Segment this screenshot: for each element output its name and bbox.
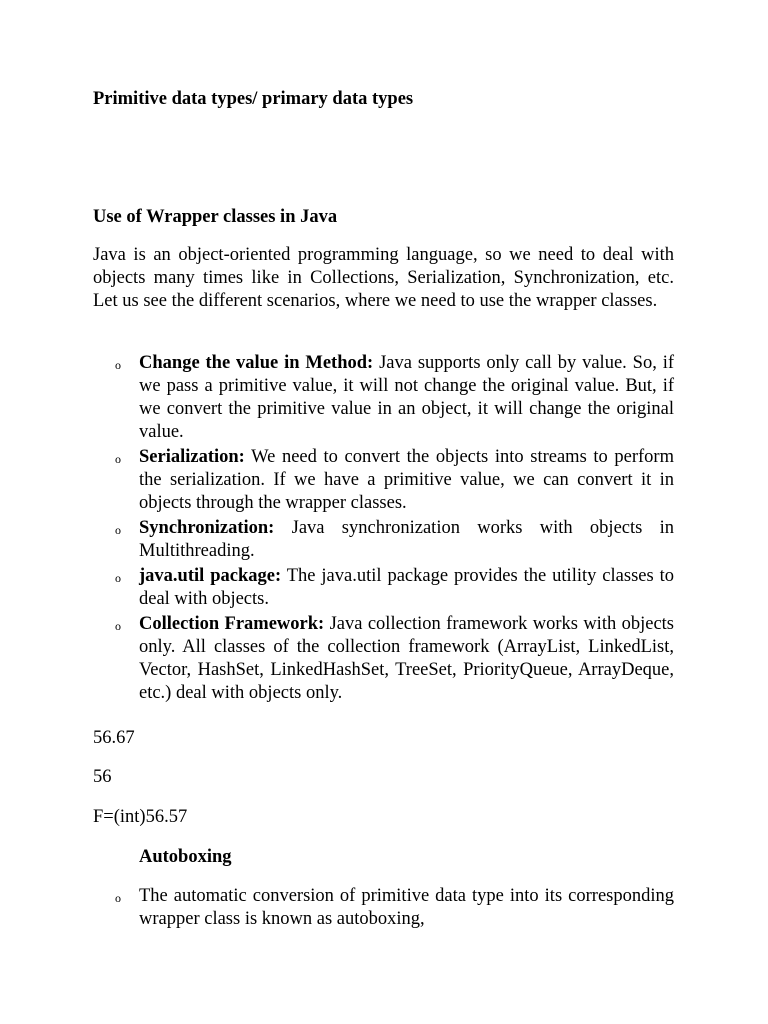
autoboxing-text: The automatic conversion of primitive data type into its corresponding wrapper class is known as autoboxing, <box>139 886 674 929</box>
scenario-label: Collection Framework: <box>139 614 325 634</box>
value-cast: F=(int)56.57 <box>93 807 188 827</box>
list-item <box>93 517 674 563</box>
bullet-icon: o <box>115 452 121 466</box>
scenario-list <box>93 352 674 707</box>
bullet-icon: o <box>115 571 121 585</box>
bullet-icon: o <box>115 358 121 372</box>
autoboxing-list <box>93 885 674 931</box>
scenario-label: Change the value in Method: <box>139 353 374 373</box>
autoboxing-heading: Autoboxing <box>139 847 232 867</box>
bullet-icon: o <box>115 891 121 905</box>
scenario-text: Java supports only call by value. So, if we pass a primitive value, it will not change the original value. But, if we convert the primitive value in an object, it will change the original value. <box>139 353 674 442</box>
heading-primary-data-types: Primitive data types/ primary data types <box>93 89 414 109</box>
scenario-label: Synchronization: <box>139 518 275 538</box>
scenario-text: Java synchronization works with objects in Multithreading. <box>139 518 674 561</box>
intro-paragraph: Java is an object-oriented programming language, so we need to deal with objects many times like in Collections, Serialization, Synchronization, etc. Let us see the different scenarios, where we need to use the wrapper classes. <box>93 245 674 311</box>
list-item <box>93 565 674 611</box>
scenario-text: The java.util package provides the utility classes to deal with objects. <box>139 566 674 609</box>
heading-wrapper-classes: Use of Wrapper classes in Java <box>93 207 338 227</box>
value-int: 56 <box>93 767 112 787</box>
scenario-label: java.util package: <box>139 566 282 586</box>
bullet-icon: o <box>115 523 121 537</box>
bullet-icon: o <box>115 619 121 633</box>
list-item <box>93 885 674 931</box>
scenario-label: Serialization: <box>139 447 245 467</box>
list-item <box>93 446 674 515</box>
value-decimal: 56.67 <box>93 728 135 748</box>
list-item <box>93 613 674 705</box>
scenario-text: Java collection framework works with objects only. All classes of the collection framework (ArrayList, LinkedList, Vector, HashSet, LinkedHashSet, TreeSet, PriorityQueue, ArrayDeque, etc.) deal with objects only. <box>139 614 675 703</box>
list-item <box>93 352 674 444</box>
scenario-text: We need to convert the objects into streams to perform the serialization. If we have a primitive value, we can convert it in objects through the wrapper classes. <box>139 447 674 513</box>
